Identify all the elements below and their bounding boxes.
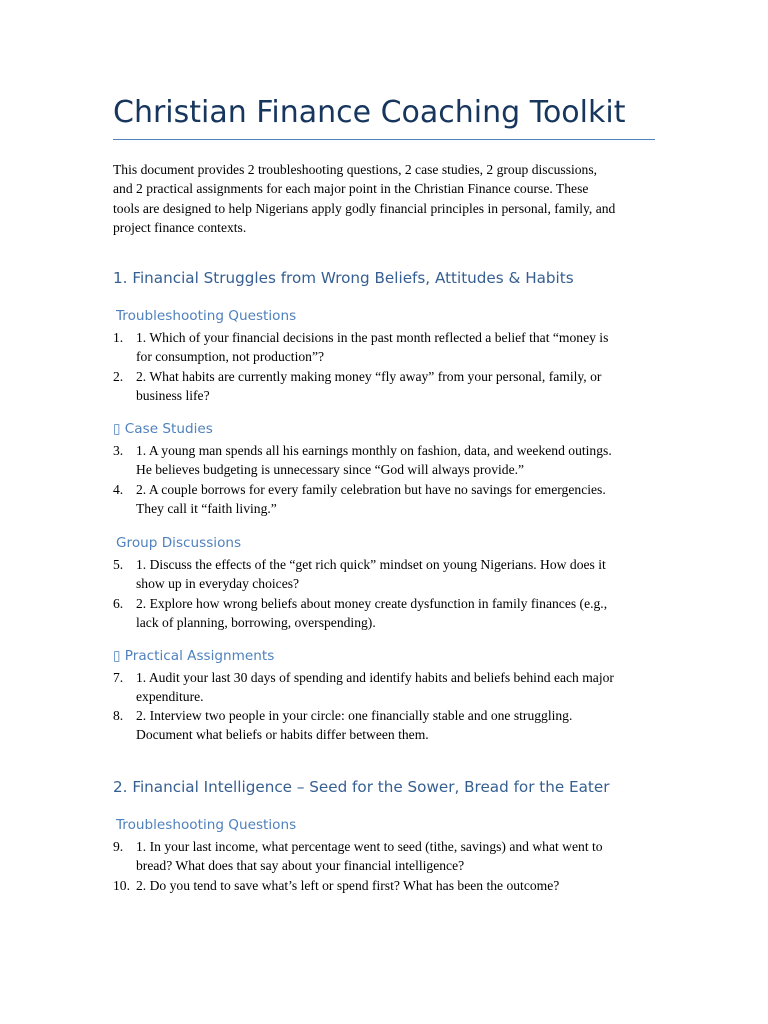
list-text: 2. Explore how wrong beliefs about money create dysfunction in family finances (e.g., bbox=[136, 596, 608, 611]
subheading-troubleshooting: Troubleshooting Questions bbox=[116, 308, 297, 324]
list-number: 9. bbox=[113, 839, 124, 854]
list-text: They call it “faith living.” bbox=[136, 501, 277, 517]
list-text: He believes budgeting is unnecessary since “God will always provide.” bbox=[136, 462, 525, 478]
list-text: expenditure. bbox=[136, 689, 204, 705]
list-text: 1. Audit your last 30 days of spending and identify habits and beliefs behind each major bbox=[136, 670, 614, 685]
list-number: 6. bbox=[113, 596, 124, 611]
list-text: 2. What habits are currently making money “fly away” from your personal, family, or bbox=[136, 369, 602, 384]
intro-line: and 2 practical assignments for each major point in the Christian Finance course. These bbox=[113, 181, 589, 197]
list-number: 1. bbox=[113, 330, 124, 345]
intro-line: project finance contexts. bbox=[113, 220, 247, 236]
list-text: business life? bbox=[136, 388, 210, 404]
intro-paragraph bbox=[113, 160, 673, 238]
list-number: 3. bbox=[113, 443, 124, 458]
list-number: 7. bbox=[113, 670, 124, 685]
list-text: Document what beliefs or habits differ between them. bbox=[136, 727, 429, 743]
list-text: bread? What does that say about your financial intelligence? bbox=[136, 858, 465, 874]
list-text: 2. A couple borrows for every family celebration but have no savings for emergencies. bbox=[136, 482, 606, 497]
list-number: 5. bbox=[113, 557, 124, 572]
list-text: 1. Which of your financial decisions in the past month reflected a belief that “money is bbox=[136, 330, 609, 345]
list-text: 1. A young man spends all his earnings monthly on fashion, data, and weekend outings. bbox=[136, 443, 612, 458]
subheading-troubleshooting: Troubleshooting Questions bbox=[116, 817, 297, 833]
subheading-practical-assignments: ▯ Practical Assignments bbox=[113, 648, 275, 664]
list-text: 2. Interview two people in your circle: one financially stable and one struggling. bbox=[136, 708, 573, 723]
section-1-heading: 1. Financial Struggles from Wrong Beliefs, Attitudes & Habits bbox=[113, 269, 574, 287]
list-number: 10. bbox=[113, 878, 130, 893]
subheading-group-discussions: Group Discussions bbox=[116, 535, 242, 551]
list-text: 1. In your last income, what percentage went to seed (tithe, savings) and what went to bbox=[136, 839, 603, 854]
intro-line: This document provides 2 troubleshooting questions, 2 case studies, 2 group discussions, bbox=[113, 162, 598, 177]
list-number: 8. bbox=[113, 708, 124, 723]
list-text: lack of planning, borrowing, overspending). bbox=[136, 615, 376, 631]
list-number: 2. bbox=[113, 369, 124, 384]
title-underline bbox=[113, 139, 655, 140]
list-number: 4. bbox=[113, 482, 124, 497]
section-2-heading: 2. Financial Intelligence – Seed for the Sower, Bread for the Eater bbox=[113, 778, 610, 796]
list-text: for consumption, not production”? bbox=[136, 349, 325, 365]
list-text: 1. Discuss the effects of the “get rich quick” mindset on young Nigerians. How does it bbox=[136, 557, 606, 572]
subheading-case-studies: ▯ Case Studies bbox=[113, 421, 213, 437]
list-text: show up in everyday choices? bbox=[136, 576, 300, 592]
list-text: 2. Do you tend to save what’s left or spend first? What has been the outcome? bbox=[136, 878, 560, 893]
document-title: Christian Finance Coaching Toolkit bbox=[113, 95, 626, 130]
intro-line: tools are designed to help Nigerians apply godly financial principles in personal, family, and bbox=[113, 200, 616, 216]
